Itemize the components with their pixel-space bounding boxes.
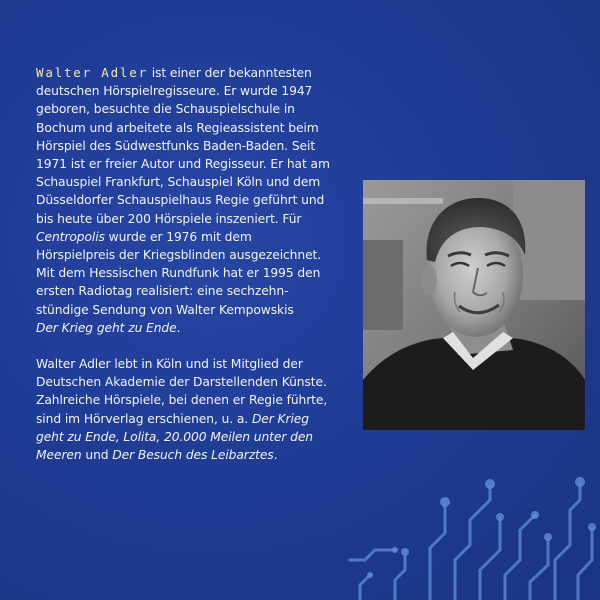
portrait-drawing — [363, 180, 585, 430]
circuit-trace — [555, 485, 580, 600]
biography-text — [36, 64, 366, 482]
circuit-trace — [350, 550, 395, 560]
work-title: Der Krieg geht zu Ende — [36, 320, 177, 335]
background-shelf — [363, 198, 443, 204]
circuit-node — [575, 477, 585, 487]
bio-paragraph-1: Walter Adler ist einer der bekanntesten deutschen Hörspielregisseure. Er wurde 1947 geboren, besuchte die Schauspielschule in Bochum und arbeitete als Regieassistent beim Hörspiel des Südwestfunks Baden-Baden. Seit 1971 ist er freier Autor und Regisseur. Er hat am Schauspiel Frankfurt, Schauspiel Köln und dem Düsseldorfer Schauspielhaus Regie geführt und bis heute über 200 Hörspiele inszeniert. Für Centropolis wurde er 1976 mit dem Hörspielpreis der Kriegsblinden ausgezeichnet. Mit dem Hessischen Rundfunk hat er 1995 den ersten Radiotag realisiert: eine sechzehn- stündige Sendung von Walter Kempowskis Der Krieg geht zu Ende. — [36, 65, 330, 335]
circuit-node — [392, 547, 398, 553]
circuit-node — [496, 513, 504, 521]
circuit-trace — [530, 540, 548, 600]
background-panel — [363, 240, 403, 330]
circuit-trace — [505, 515, 535, 600]
work-title: Der Krieg — [251, 411, 309, 426]
author-name: Walter Adler — [36, 65, 148, 80]
circuit-node — [367, 572, 373, 578]
work-title: Centropolis — [36, 229, 105, 244]
work-title: geht zu Ende, Lolita, 20.000 Meilen unter den — [36, 429, 314, 444]
circuit-trace — [430, 505, 445, 600]
circuit-trace — [480, 520, 500, 600]
author-portrait — [363, 180, 585, 430]
circuit-trace — [578, 530, 592, 600]
circuit-trace — [360, 575, 370, 600]
circuit-node — [588, 523, 596, 531]
work-title: Der Besuch des Leibarztes — [112, 448, 274, 463]
circuit-node — [440, 497, 450, 507]
circuit-node — [485, 479, 495, 489]
circuit-trace — [455, 487, 490, 600]
circuit-node — [401, 548, 409, 556]
ear — [421, 265, 437, 295]
bio-paragraph-2: Walter Adler lebt in Köln und ist Mitglied der Deutschen Akademie der Darstellenden Künste. Zahlreiche Hörspiele, bei denen er Regie führte, sind im Hörverlag erschienen, u. a. Der Krieg geht zu Ende, Lolita, 20.000 Meilen unter den Meeren und Der Besuch des Leibarztes. — [36, 355, 366, 464]
work-title: Meeren — [36, 448, 82, 463]
circuit-trace — [395, 555, 405, 600]
circuit-node — [544, 533, 552, 541]
circuit-node — [531, 511, 539, 519]
